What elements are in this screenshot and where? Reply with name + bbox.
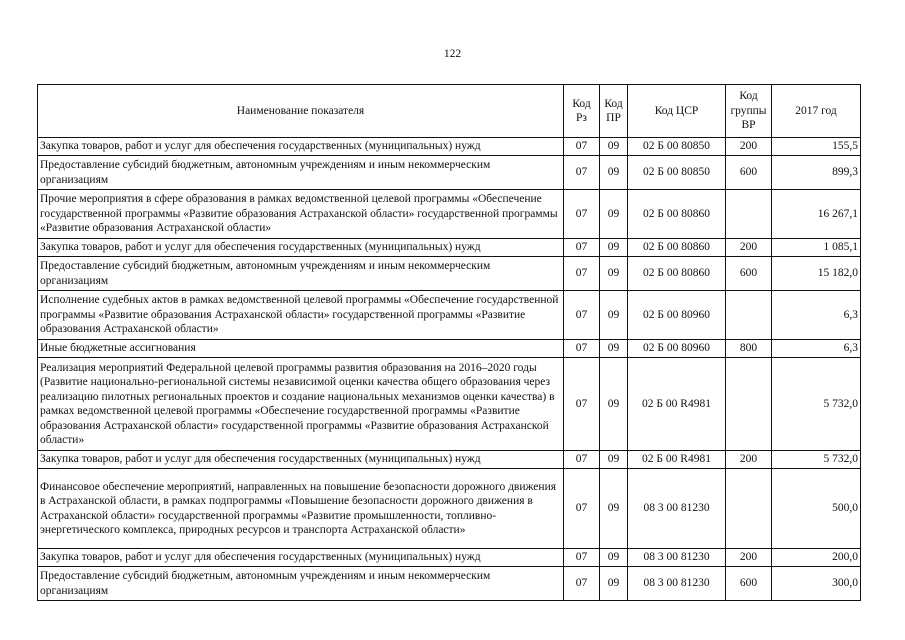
row-pr: 09: [600, 257, 628, 291]
row-rz: 07: [564, 138, 600, 156]
row-vr: 800: [726, 340, 772, 358]
row-csr: 02 Б 00 80960: [628, 340, 726, 358]
row-name: Закупка товаров, работ и услуг для обеспечения государственных (муниципальных) нужд: [38, 549, 564, 567]
row-rz: 07: [564, 451, 600, 469]
row-csr: 02 Б 00 R4981: [628, 451, 726, 469]
row-name: Закупка товаров, работ и услуг для обеспечения государственных (муниципальных) нужд: [38, 451, 564, 469]
row-rz: 07: [564, 469, 600, 549]
row-amount: 899,3: [772, 156, 861, 190]
row-pr: 09: [600, 239, 628, 257]
row-rz: 07: [564, 358, 600, 451]
table-row: [38, 138, 861, 156]
row-vr: [726, 291, 772, 340]
row-amount: 300,0: [772, 567, 861, 601]
row-pr: 09: [600, 549, 628, 567]
row-name: Закупка товаров, работ и услуг для обеспечения государственных (муниципальных) нужд: [38, 239, 564, 257]
row-pr: 09: [600, 156, 628, 190]
header-csr: Код ЦСР: [628, 85, 726, 138]
table-row: [38, 291, 861, 340]
row-csr: 02 Б 00 R4981: [628, 358, 726, 451]
row-vr: 600: [726, 156, 772, 190]
table-header-row: [38, 85, 861, 138]
row-pr: 09: [600, 190, 628, 239]
table-row: [38, 469, 861, 549]
row-vr: 600: [726, 257, 772, 291]
page-number: 122: [443, 48, 462, 60]
row-rz: 07: [564, 340, 600, 358]
row-vr: 200: [726, 239, 772, 257]
row-name: Прочие мероприятия в сфере образования в рамках ведомственной целевой программы «Обеспечение государственной программы «Развитие образования Астраханской области» государственной программы «Развитие образования Астраханской области»: [38, 190, 564, 239]
row-pr: 09: [600, 291, 628, 340]
row-vr: 200: [726, 451, 772, 469]
row-vr: 600: [726, 567, 772, 601]
row-csr: 02 Б 00 80860: [628, 257, 726, 291]
row-amount: 155,5: [772, 138, 861, 156]
row-rz: 07: [564, 549, 600, 567]
row-name: Исполнение судебных актов в рамках ведомственной целевой программы «Обеспечение государственной программы «Развитие образования Астраханской области» государственной программы «Развитие образования Астраханской области»: [38, 291, 564, 340]
table-row: [38, 549, 861, 567]
row-pr: 09: [600, 358, 628, 451]
table-row: [38, 358, 861, 451]
table-row: [38, 340, 861, 358]
row-csr: 02 Б 00 80860: [628, 190, 726, 239]
row-amount: 200,0: [772, 549, 861, 567]
row-rz: 07: [564, 567, 600, 601]
row-name: Реализация мероприятий Федеральной целевой программы развития образования на 2016–2020 годы (Развитие национально-региональной системы независимой оценки качества общего образования через реализацию пилотных региональных проектов и создание национальных механизмов оценки качества) в рамках ведомственной целевой программы «Обеспечение государственной программы «Развитие образования Астраханской области» государственной программы «Развитие образования Астраханской области»: [38, 358, 564, 451]
row-csr: 08 3 00 81230: [628, 567, 726, 601]
row-name: Финансовое обеспечение мероприятий, направленных на повышение безопасности дорожного движения в Астраханской области, в рамках подпрограммы «Повышение безопасности дорожного движения в Астраханской области» государственной программы «Развитие промышленности, топливно-энергетического комплекса, природных ресурсов и транспорта Астраханской области»: [38, 469, 564, 549]
row-amount: 15 182,0: [772, 257, 861, 291]
row-amount: 5 732,0: [772, 358, 861, 451]
row-rz: 07: [564, 291, 600, 340]
row-amount: 6,3: [772, 340, 861, 358]
row-amount: 16 267,1: [772, 190, 861, 239]
row-amount: 5 732,0: [772, 451, 861, 469]
row-vr: 200: [726, 549, 772, 567]
row-pr: 09: [600, 340, 628, 358]
table-row: [38, 257, 861, 291]
row-rz: 07: [564, 257, 600, 291]
row-csr: 02 Б 00 80850: [628, 138, 726, 156]
row-vr: [726, 469, 772, 549]
row-csr: 02 Б 00 80860: [628, 239, 726, 257]
row-name: Закупка товаров, работ и услуг для обеспечения государственных (муниципальных) нужд: [38, 138, 564, 156]
row-pr: 09: [600, 469, 628, 549]
row-rz: 07: [564, 239, 600, 257]
budget-table: [37, 84, 861, 601]
row-rz: 07: [564, 156, 600, 190]
row-name: Предоставление субсидий бюджетным, автономным учреждениям и иным некоммерческим организациям: [38, 156, 564, 190]
header-vr: Код группы ВР: [726, 85, 772, 138]
header-name: Наименование показателя: [38, 85, 564, 138]
row-name: Предоставление субсидий бюджетным, автономным учреждениям и иным некоммерческим организациям: [38, 567, 564, 601]
table-row: [38, 239, 861, 257]
row-name: Предоставление субсидий бюджетным, автономным учреждениям и иным некоммерческим организациям: [38, 257, 564, 291]
header-rz: Код Рз: [564, 85, 600, 138]
row-amount: 500,0: [772, 469, 861, 549]
row-csr: 08 3 00 81230: [628, 549, 726, 567]
row-pr: 09: [600, 451, 628, 469]
table-row: [38, 156, 861, 190]
row-csr: 02 Б 00 80850: [628, 156, 726, 190]
row-csr: 08 3 00 81230: [628, 469, 726, 549]
table-row: [38, 451, 861, 469]
row-csr: 02 Б 00 80960: [628, 291, 726, 340]
row-vr: [726, 358, 772, 451]
table-row: [38, 567, 861, 601]
header-year: 2017 год: [772, 85, 861, 138]
row-name: Иные бюджетные ассигнования: [38, 340, 564, 358]
row-amount: 1 085,1: [772, 239, 861, 257]
row-vr: 200: [726, 138, 772, 156]
row-pr: 09: [600, 567, 628, 601]
row-vr: [726, 190, 772, 239]
table-row: [38, 190, 861, 239]
row-amount: 6,3: [772, 291, 861, 340]
row-rz: 07: [564, 190, 600, 239]
header-pr: Код ПР: [600, 85, 628, 138]
row-pr: 09: [600, 138, 628, 156]
